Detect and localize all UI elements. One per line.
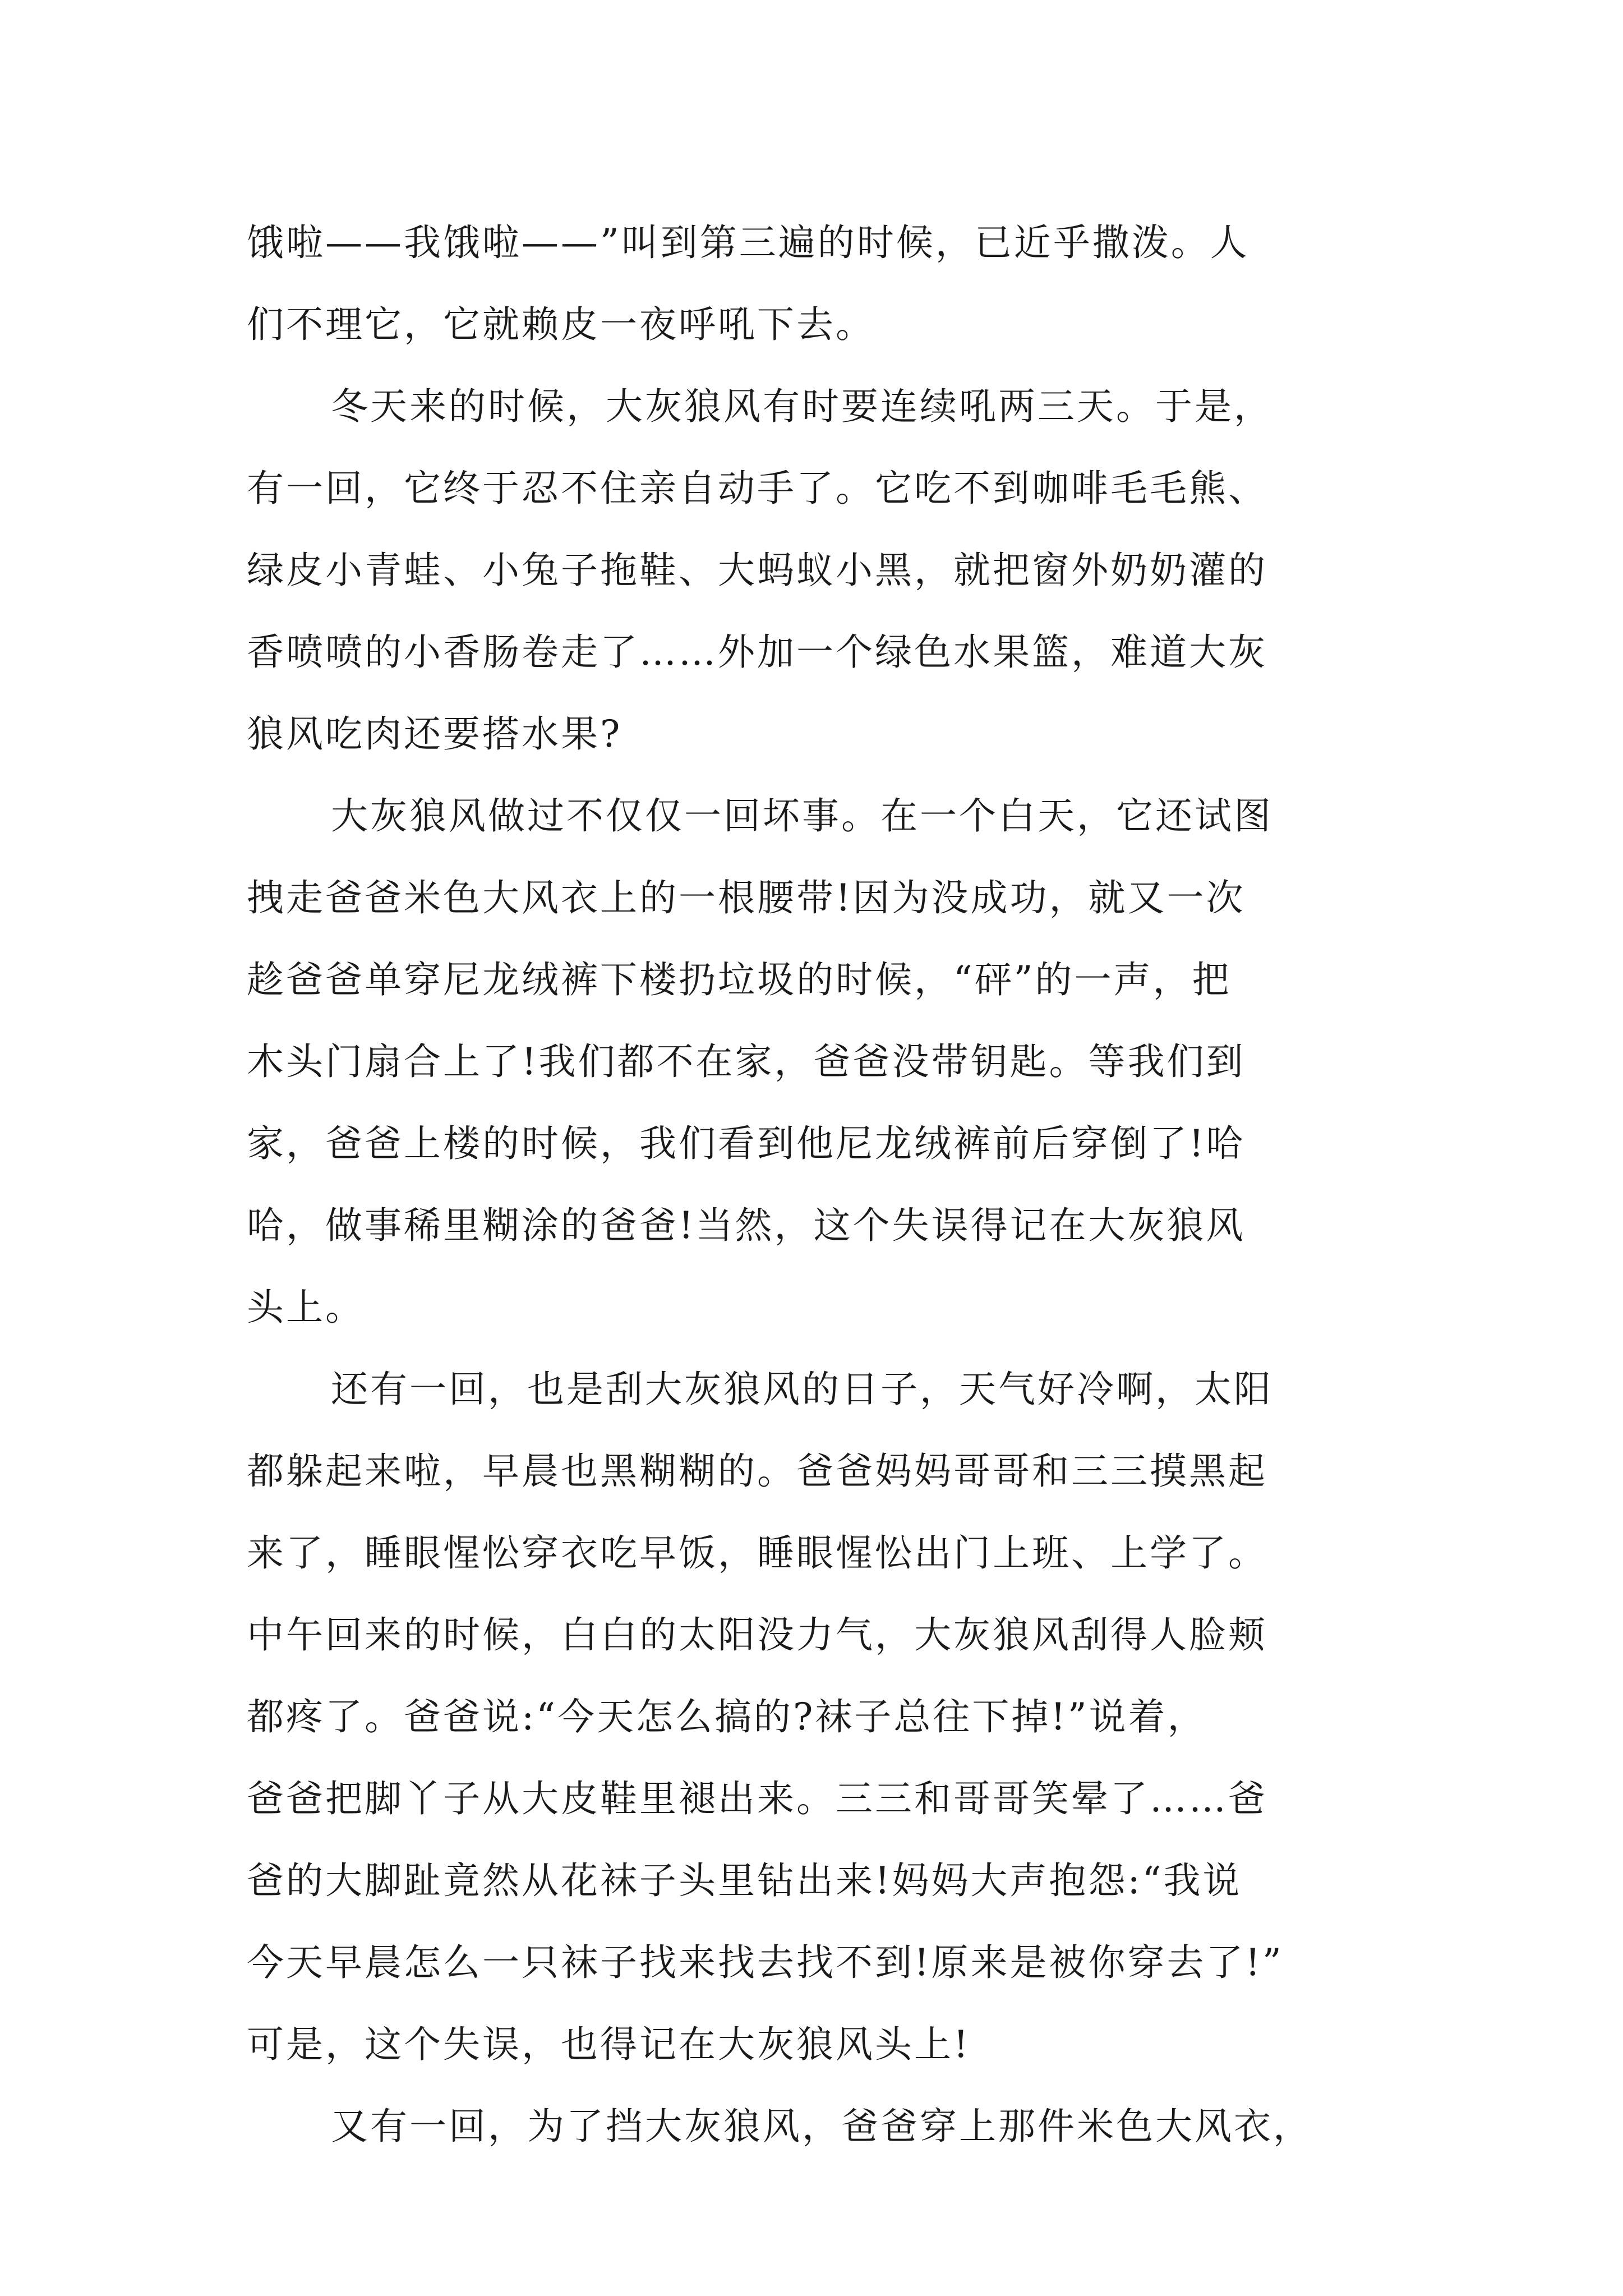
text-line-5: 绿皮小青蛙、小兔子拖鞋、大蚂蚁小黑，就把窗外奶奶灌的	[247, 549, 1267, 592]
text-line-9: 拽走爸爸米色大风衣上的一根腰带!因为没成功，就又一次	[247, 876, 1246, 919]
text-line-21: 爸的大脚趾竟然从花袜子头里钻出来!妈妈大声抱怨:“我说	[247, 1859, 1242, 1902]
text-line-17: 来了，睡眼惺忪穿衣吃早饭，睡眼惺忪出门上班、上学了。	[247, 1531, 1267, 1575]
text-line-16: 都躲起来啦，早晨也黑糊糊的。爸爸妈妈哥哥和三三摸黑起	[247, 1450, 1267, 1493]
text-line-18: 中午回来的时候，白白的太阳没力气，大灰狼风刮得人脸颊	[247, 1613, 1267, 1657]
text-line-14: 头上。	[247, 1286, 365, 1329]
text-line-6: 香喷喷的小香肠卷走了……外加一个绿色水果篮，难道大灰	[247, 631, 1267, 674]
text-line-13: 哈，做事稀里糊涂的爸爸!当然，这个失误得记在大灰狼风	[247, 1204, 1246, 1247]
text-line-1: 饿啦——我饿啦——”叫到第三遍的时候，已近乎撒泼。人	[247, 221, 1249, 264]
text-line-22: 今天早晨怎么一只袜子找来找去找不到!原来是被你穿去了!”	[247, 1941, 1284, 1984]
text-line-23: 可是，这个失误，也得记在大灰狼风头上!	[247, 2023, 971, 2066]
text-line-7: 狼风吃肉还要搭水果?	[247, 712, 623, 756]
text-line-24: 又有一回，为了挡大灰狼风，爸爸穿上那件米色大风衣，	[331, 2105, 1312, 2148]
text-line-2: 们不理它，它就赖皮一夜呼吼下去。	[247, 303, 875, 346]
text-line-11: 木头门扇合上了!我们都不在家，爸爸没带钥匙。等我们到	[247, 1040, 1246, 1083]
text-line-3: 冬天来的时候，大灰狼风有时要连续吼两三天。于是，	[331, 385, 1273, 428]
text-line-19: 都疼了。爸爸说:“今天怎么搞的?袜子总往下掉!”说着，	[247, 1695, 1207, 1738]
text-line-10: 趁爸爸单穿尼龙绒裤下楼扔垃圾的时候，“砰”的一声，把	[247, 958, 1232, 1001]
text-line-12: 家，爸爸上楼的时候，我们看到他尼龙绒裤前后穿倒了!哈	[247, 1122, 1246, 1165]
text-line-4: 有一回，它终于忍不住亲自动手了。它吃不到咖啡毛毛熊、	[247, 467, 1267, 510]
body-text	[247, 202, 1430, 2168]
text-line-8: 大灰狼风做过不仅仅一回坏事。在一个白天，它还试图	[331, 794, 1273, 838]
text-line-20: 爸爸把脚丫子从大皮鞋里褪出来。三三和哥哥笑晕了……爸	[247, 1777, 1267, 1820]
text-line-15: 还有一回，也是刮大灰狼风的日子，天气好冷啊，太阳	[331, 1368, 1273, 1411]
